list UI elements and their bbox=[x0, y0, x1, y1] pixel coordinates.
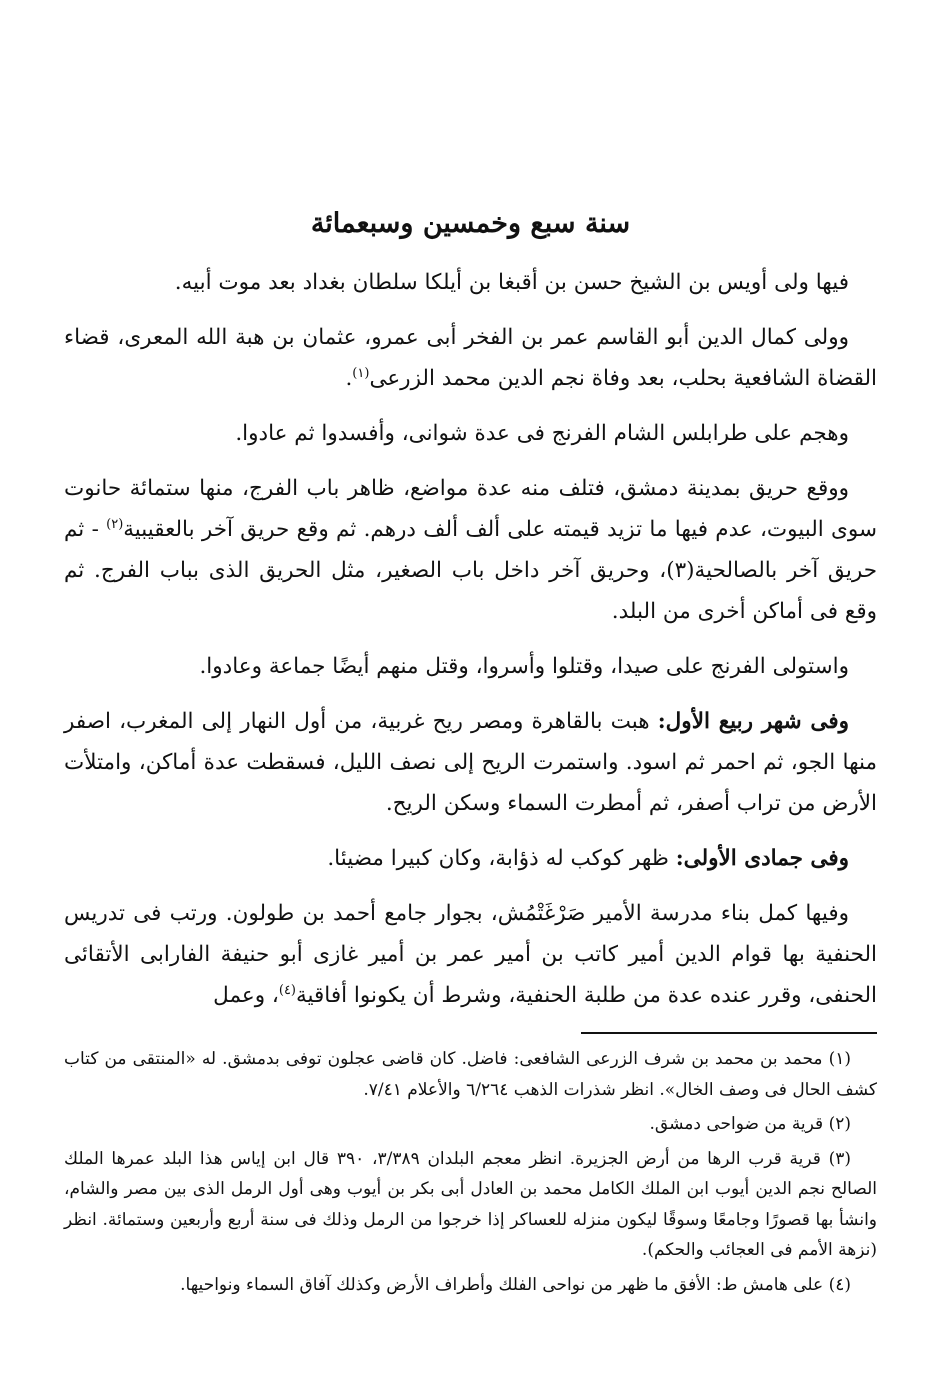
paragraph-tail: . bbox=[345, 366, 353, 391]
body-text bbox=[64, 262, 877, 1030]
footnote-ref: (١) bbox=[352, 365, 370, 381]
paragraph-tail: - ثم حريق آخر بالصالحية(٣)، وحريق آخر داخل باب الصغير، مثل الحريق الذى بباب الفرج. ثم وقع فى أماكن أخرى من البلد. bbox=[64, 517, 877, 624]
footnote-ref: (٤) bbox=[278, 982, 296, 998]
paragraph-lead: وفى جمادى الأولى: bbox=[675, 846, 849, 871]
footnote: (٢) قرية من ضواحى دمشق. bbox=[649, 1114, 851, 1134]
paragraph bbox=[64, 468, 877, 632]
paragraph-text: وولى كمال الدين أبو القاسم عمر بن الفخر أبى عمرو، عثمان بن هبة الله المعرى، قضاء القضاة الشافعية بحلب، بعد وفاة نجم الدين محمد الزرعى bbox=[64, 325, 877, 391]
paragraph bbox=[64, 317, 877, 399]
paragraph bbox=[64, 646, 877, 687]
footnotes bbox=[64, 1044, 877, 1304]
paragraph-text: ووقع حريق بمدينة دمشق، فتلف منه عدة مواضع، ظاهر باب الفرج، منها ستمائة حانوت سوى البيوت، عدم فيها ما تزيد قيمته على ألف ألف درهم. ثم وقع حريق آخر بالعقيبية bbox=[64, 476, 877, 542]
chapter-title: سنة سبع وخمسين وسبعمائة bbox=[310, 208, 631, 239]
paragraph bbox=[64, 413, 877, 454]
footnote: (١) محمد بن محمد بن شرف الزرعى الشافعى: فاضل. كان قاضى عجلون توفى بدمشق. له «المنتقى من كتاب كشف الحال فى وصف الخال». انظر شذرات الذهب ٦/٢٦٤ والأعلام ٧/٤١. bbox=[64, 1049, 877, 1100]
footnote: (٤) على هامش ط: الأفق ما ظهر من نواحى الفلك وأطراف الأرض وكذلك آفاق السماء ونواحيها. bbox=[180, 1274, 851, 1295]
paragraph-text: ظهر كوكب له ذؤابة، وكان كبيرا مضيئا. bbox=[327, 846, 676, 871]
footnote-ref: (٢) bbox=[106, 516, 124, 532]
paragraph-text: فيها ولى أويس بن الشيخ حسن بن أقبغا بن أيلكا سلطان بغداد بعد موت أبيه. bbox=[174, 270, 849, 295]
paragraph-lead: وفى شهر ربيع الأول: bbox=[657, 709, 849, 734]
paragraph-tail: ، وعمل bbox=[213, 983, 279, 1008]
paragraph bbox=[64, 262, 877, 303]
paragraph-text: وهجم على طرابلس الشام الفرنج فى عدة شوانى، وأفسدوا ثم عادوا. bbox=[235, 421, 849, 446]
paragraph bbox=[64, 893, 877, 1016]
paragraph bbox=[64, 701, 877, 824]
book-page bbox=[64, 0, 877, 1384]
paragraph-text: هبت بالقاهرة ومصر ريح غربية، من أول النهار إلى المغرب، اصفر منها الجو، ثم احمر ثم اسود. واستمرت الريح إلى نصف الليل، فسقطت عدة أماكن، وامتلأت الأرض من تراب أصفر، ثم أمطرت السماء وسكن الريح. bbox=[64, 709, 877, 816]
footnote-divider bbox=[581, 1032, 877, 1034]
paragraph bbox=[64, 838, 877, 879]
paragraph-text: واستولى الفرنج على صيدا، وقتلوا وأسروا، وقتل منهم أيضًا جماعة وعادوا. bbox=[199, 654, 849, 679]
paragraph-text: وفيها كمل بناء مدرسة الأمير صَرْغَتْمُش، بجوار جامع أحمد بن طولون. ورتب فى تدريس الحنفية بها قوام الدين أمير كاتب بن أمير عمر بن أمير غازى أبو حنيفة الفارابى الأتقائى الحنفى، وقرر عنده عدة من طلبة الحنفية، وشرط أن يكونوا أفاقية bbox=[64, 901, 877, 1008]
footnote: (٣) قرية قرب الرها من أرض الجزيرة. انظر معجم البلدان ٣/٣٨٩، ٣٩٠ قال ابن إياس هذا البلد عمرها الملك الصالح نجم الدين أيوب ابن الملك الكامل محمد بن العادل أبى بكر بن أيوب وهى أول الرمل الذى بين مصر والشام، وانشأ بها قصورًا وجامعًا وسوقًا ليكون منزله للعساكر إذا خرجوا من الرمل وذلك فى سنة أربع وأربعين وستمائة. انظر (نزهة الأمم فى العجائب والحكم). bbox=[64, 1148, 877, 1260]
